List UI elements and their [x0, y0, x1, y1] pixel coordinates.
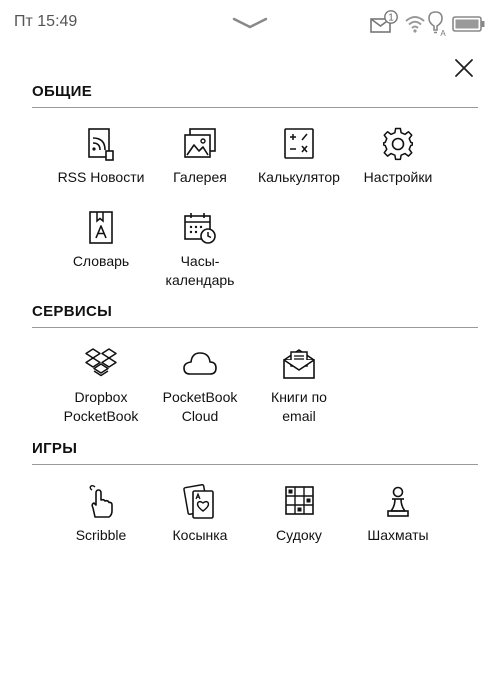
app-pocketbook-cloud[interactable]: [148, 346, 252, 426]
app-label: Судоку: [276, 527, 322, 543]
status-bar: [0, 0, 500, 46]
gallery-icon: [182, 126, 218, 162]
app-label: Книги по email: [271, 389, 327, 424]
gear-icon: [380, 126, 416, 162]
app-scribble[interactable]: [49, 484, 153, 545]
section-header-general: [32, 81, 478, 108]
front-light-icon[interactable]: [426, 10, 448, 38]
dictionary-icon: [83, 210, 119, 246]
app-label: Scribble: [75, 527, 127, 543]
app-settings[interactable]: [346, 126, 450, 187]
app-label: PocketBook Cloud: [162, 389, 238, 424]
chess-pawn-icon: [380, 484, 416, 520]
cloud-icon: [182, 346, 218, 382]
battery-icon[interactable]: [452, 10, 486, 38]
app-calculator[interactable]: [247, 126, 351, 187]
scribble-hand-icon: [83, 484, 119, 520]
close-icon: [450, 54, 478, 82]
wifi-icon[interactable]: [404, 10, 426, 38]
app-label: Часы- календарь: [165, 253, 235, 288]
app-label: Dropbox PocketBook: [63, 389, 139, 424]
app-sudoku[interactable]: [247, 484, 351, 545]
app-label: Косынка: [172, 527, 228, 543]
section-header-services: [32, 301, 478, 328]
app-books-by-email[interactable]: [247, 346, 351, 426]
app-rss-news[interactable]: [49, 126, 153, 187]
app-label: Шахматы: [367, 527, 429, 543]
email-books-icon: [281, 346, 317, 382]
close-button[interactable]: [450, 54, 478, 82]
app-clock-calendar[interactable]: [148, 210, 252, 290]
app-gallery[interactable]: [148, 126, 252, 187]
clock: Пт 15:49: [14, 13, 78, 30]
playing-cards-icon: [182, 484, 218, 520]
app-label: Галерея: [173, 169, 227, 185]
pull-down-handle[interactable]: [232, 16, 268, 35]
app-dropbox[interactable]: [49, 346, 153, 426]
sudoku-grid-icon: [281, 484, 317, 520]
app-dictionary[interactable]: [49, 210, 153, 271]
section-header-games: [32, 438, 478, 465]
app-label: Настройки: [363, 169, 433, 185]
app-label: Словарь: [72, 253, 130, 269]
rss-icon: [83, 126, 119, 162]
app-solitaire[interactable]: [148, 484, 252, 545]
mail-badge-count: 1: [388, 12, 394, 24]
front-light-mode: A: [440, 29, 446, 38]
mail-notification-icon[interactable]: [370, 10, 400, 38]
app-label: Калькулятор: [258, 169, 340, 185]
section-title: СЕРВИСЫ: [32, 303, 113, 320]
dropbox-icon: [83, 346, 119, 382]
calendar-clock-icon: [182, 210, 218, 246]
app-chess[interactable]: [346, 484, 450, 545]
calculator-icon: [281, 126, 317, 162]
section-title: ИГРЫ: [32, 440, 78, 457]
section-title: ОБЩИЕ: [32, 83, 93, 100]
app-label: RSS Новости: [57, 169, 145, 185]
